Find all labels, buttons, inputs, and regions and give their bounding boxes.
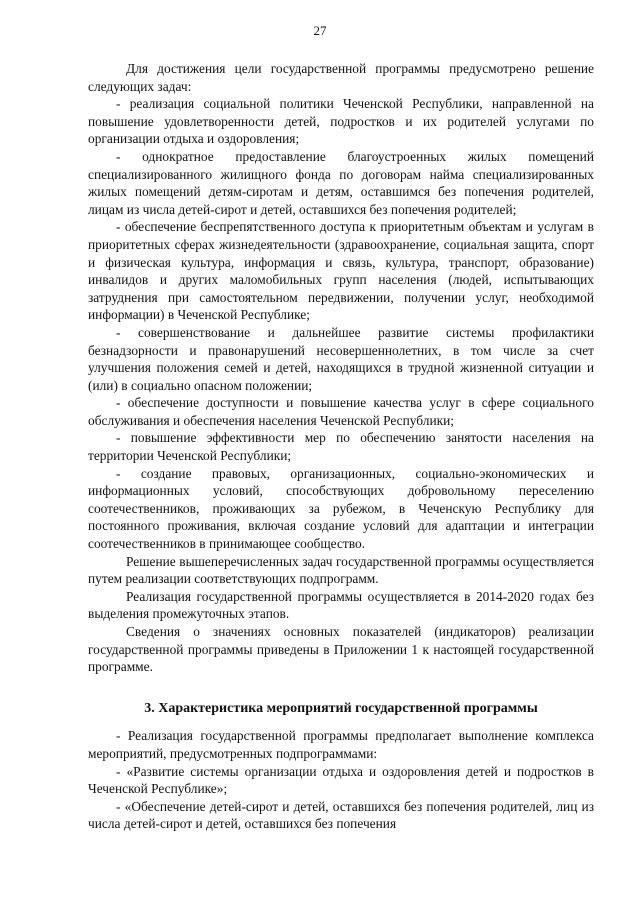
task-item: - реализация социальной политики Чеченской Республики, направленной на повышение удовлетворенности детей, подростков и их родителей услугами по организации отдыха и оздоровления; <box>88 96 594 147</box>
task-item: - совершенствование и дальнейшее развитие системы профилактики безнадзорности и правонарушений несовершеннолетних, в том числе за счет улучшения положения семей и детей, находящихся в трудной жизненной ситуации и (или) в социально опасном положении; <box>88 324 594 393</box>
body-paragraph: Решение вышеперечисленных задач государственной программы осуществляется путем реализации соответствующих подпрограмм. <box>88 553 594 587</box>
body-paragraph: Реализация государственной программы осуществляется в 2014-2020 годах без выделения промежуточных этапов. <box>88 588 594 622</box>
section-heading: 3. Характеристика мероприятий государственной программы <box>144 700 538 716</box>
section-item: - «Обеспечение детей-сирот и детей, оставшихся без попечения родителей, лиц из числа детей-сирот и детей, оставшихся без попечения <box>88 798 594 832</box>
task-item: - обеспечение доступности и повышение качества услуг в сфере социального обслуживания и обеспечения населения Чеченской Республики; <box>88 395 594 428</box>
task-item: - повышение эффективности мер по обеспечению занятости населения на территории Чеченской Республики; <box>88 430 594 464</box>
body-paragraph: Сведения о значениях основных показателей (индикаторов) реализации государственной программы приведены в Приложении 1 к настоящей государственной программе. <box>88 624 594 675</box>
document-body <box>88 60 594 833</box>
page-number: 27 <box>313 23 327 38</box>
section-item: - «Развитие системы организации отдыха и оздоровления детей и подростков в Чеченской Республике»; <box>88 763 594 797</box>
section-intro: - Реализация государственной программы предполагает выполнение комплекса мероприятий, предусмотренных подпрограммами: <box>88 728 594 761</box>
task-item: - обеспечение беспрепятственного доступа к приоритетным объектам и услугам в приоритетных сферах жизнедеятельности (здравоохранение, социальная защита, спорт и физическая культура, информация и связь, культура, транспорт, образование) инвалидов и других маломобильных групп населения (людей, испытывающих затруднения при самостоятельном передвижении, получении услуг, необходимой информации) в Чеченской Республике; <box>88 219 594 323</box>
task-item: - создание правовых, организационных, социально-экономических и информационных условий, способствующих добровольному переселению соотечественников, проживающих за рубежом, в Чеченскую Республику для постоянного проживания, включая создание условий для адаптации и интеграции соотечественников в принимающее сообщество. <box>88 465 594 552</box>
task-item: - однократное предоставление благоустроенных жилых помещений специализированного жилищного фонда по договорам найма специализированных жилых помещений детям-сиротам и детям, оставшимся без попечения родителей, лицам из числа детей-сирот и детей, оставшихся без попечения родителей; <box>88 148 594 217</box>
intro-paragraph: Для достижения цели государственной программы предусмотрено решение следующих задач: <box>88 61 594 94</box>
